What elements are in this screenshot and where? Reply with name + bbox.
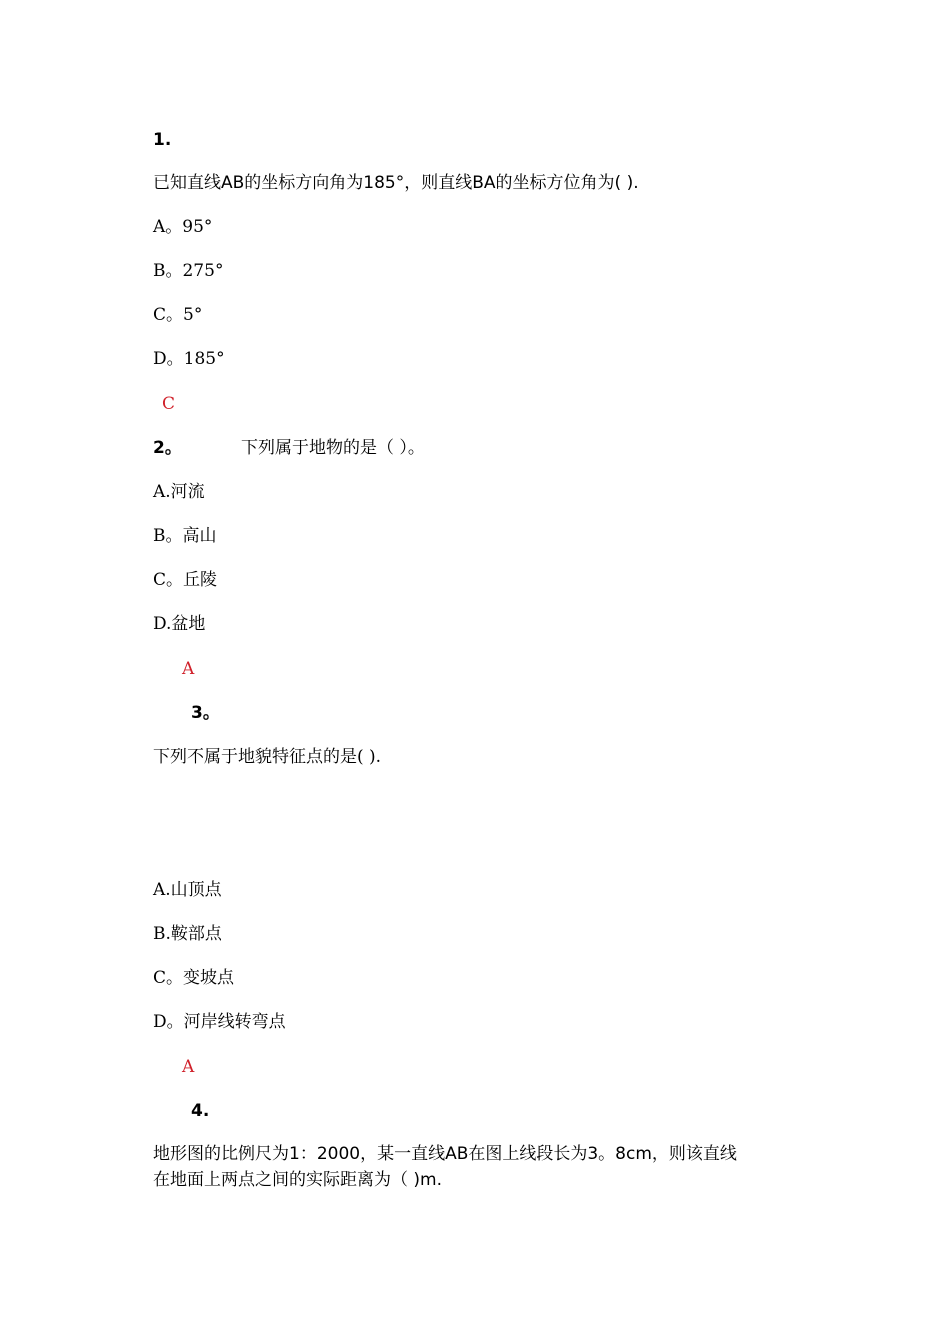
question-3-stem: 下列不属于地貌特征点的是( ). bbox=[153, 747, 382, 767]
question-2-option-d: D.盆地 bbox=[153, 614, 206, 634]
question-3-option-b: B.鞍部点 bbox=[153, 924, 222, 944]
question-3-option-d: D。河岸线转弯点 bbox=[153, 1012, 286, 1032]
question-4-stem-line-1: 地形图的比例尺为1：2000，某一直线AB在图上线段长为3。8cm，则该直线 bbox=[153, 1144, 737, 1164]
question-2-option-a: A.河流 bbox=[153, 482, 205, 502]
question-1-option-d: D。185° bbox=[153, 349, 225, 369]
question-1-answer: C bbox=[162, 394, 176, 414]
question-1-option-c: C。5° bbox=[153, 305, 203, 325]
question-3-answer: A bbox=[182, 1057, 195, 1077]
question-1-option-b: B。275° bbox=[153, 261, 224, 281]
question-2-answer: A bbox=[182, 659, 195, 679]
question-4-number: 4. bbox=[191, 1101, 210, 1121]
question-4-stem-line-2: 在地面上两点之间的实际距离为（ )m. bbox=[153, 1170, 442, 1190]
question-2-number: 2。 bbox=[153, 438, 182, 458]
question-3-option-c: C。变坡点 bbox=[153, 968, 235, 988]
question-1-stem: 已知直线AB的坐标方向角为185°，则直线BA的坐标方位角为( ). bbox=[153, 173, 639, 193]
question-1-option-a: A。95° bbox=[153, 217, 213, 237]
question-3-number: 3。 bbox=[191, 703, 220, 723]
question-1-number: 1. bbox=[153, 130, 172, 150]
question-2-stem: 下列属于地物的是（ ）。 bbox=[241, 438, 425, 458]
question-2-option-c: C。丘陵 bbox=[153, 570, 218, 590]
question-2-option-b: B。高山 bbox=[153, 526, 217, 546]
question-3-option-a: A.山顶点 bbox=[153, 880, 222, 900]
